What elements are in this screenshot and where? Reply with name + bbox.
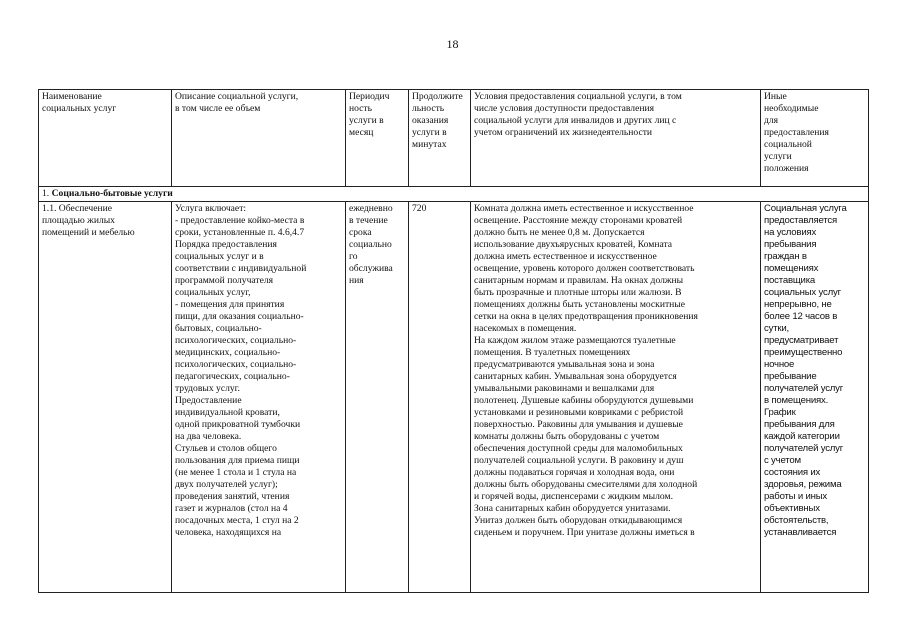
text-line: необходимые [764, 103, 819, 114]
text-line: социальной услуги для инвалидов и других лиц с [474, 115, 677, 126]
text-line: на два человека. [175, 431, 242, 442]
text-line: Периодич [349, 91, 390, 102]
section-row [39, 187, 869, 202]
text-line: помещений и мебелью [42, 227, 135, 238]
text-line: посадочных места, 1 стул на 2 [175, 515, 299, 526]
text-line: в течение [349, 215, 388, 226]
text-line: должны подаваться горячая и холодная вода, они [474, 467, 675, 478]
text-line: сутки, [764, 323, 790, 334]
text-line: в помещениях. [764, 395, 829, 406]
text-line: пользования для приема пищи [175, 455, 300, 466]
text-line: получателей социальной услуги. В раковину и душ [474, 455, 684, 466]
header-name [39, 90, 172, 187]
text-line: Унитаз должен быть оборудован откидывающимся [474, 515, 683, 526]
text-line: комнаты должны быть оборудованы с учетом [474, 431, 660, 442]
text-line: предусматривает [764, 335, 839, 346]
text-line: соответствии с индивидуальной [175, 263, 307, 274]
text-line: получателей услуг [764, 443, 844, 454]
text-line: сетки на окна в целях предотвращения проникновения [474, 311, 698, 322]
header-conditions [471, 90, 761, 187]
text-line: на условиях [764, 227, 817, 238]
text-line: санитарных кабин. Умывальная зона оборудуется [474, 371, 677, 382]
header-periodicity [346, 90, 409, 187]
text-line: социально [349, 239, 392, 250]
text-line: бытовых, социально- [175, 323, 262, 334]
text-line: ежедневно [349, 203, 393, 214]
text-line: Наименование [42, 91, 102, 102]
text-line: - помещения для принятия [175, 299, 285, 310]
text-line: программой получателя [175, 275, 274, 286]
text-line: и горячей воды, диспенсерами с жидким мылом. [474, 491, 674, 502]
text-line: сиденьем и поручнем. При унитазе должны иметься в [474, 527, 695, 538]
text-line: психологических, социально- [175, 359, 297, 370]
text-line: работы и иных [764, 491, 828, 502]
text-line: насекомых в помещения. [474, 323, 577, 334]
text-line: должны быть оборудованы смесителями для холодной [474, 479, 698, 490]
text-line: 1.1. Обеспечение [42, 203, 112, 214]
text-line: помещениях [764, 263, 819, 274]
text-line: Описание социальной услуги, [175, 91, 299, 102]
text-line: получателей услуг [764, 383, 844, 394]
text-line: двух получателей услуг); [175, 479, 278, 490]
service-description [172, 202, 346, 593]
text-line: непрерывно, не [764, 299, 832, 310]
text-line: проведения занятий, чтения [175, 491, 290, 502]
text-line: обслужива [349, 263, 393, 274]
text-line: в том числе ее объем [175, 103, 261, 114]
text-line: Условия предоставления социальной услуги, в том [474, 91, 682, 102]
text-line: индивидуальной кровати, [175, 407, 280, 418]
text-line: человека, находящихся на [175, 527, 282, 538]
text-line: социальной [764, 139, 812, 150]
text-line: пребывания для [764, 419, 835, 430]
section-name: Социально-бытовые услуги [51, 188, 173, 199]
text-line: услуги в [349, 115, 384, 126]
text-line: умывальными раковинами и вешалками для [474, 383, 655, 394]
text-line: состояния их [764, 467, 821, 478]
text-line: положения [764, 163, 809, 174]
text-line: каждой категории [764, 431, 840, 442]
service-conditions [471, 202, 761, 593]
text-line: более 12 часов в [764, 311, 838, 322]
text-line: Услуга включает: [175, 203, 247, 214]
text-line: числе условия доступности предоставления [474, 103, 655, 114]
header-description [172, 90, 346, 187]
text-line: Иные [764, 91, 787, 102]
text-line: минутах [412, 139, 447, 150]
text-line: предоставления [764, 127, 829, 138]
text-line: устанавливается [764, 527, 837, 538]
text-line: здоровья, режима [764, 479, 842, 490]
text-line: Порядка предоставления [175, 239, 277, 250]
text-line: социальных услуг [764, 287, 841, 298]
service-other-provisions [761, 202, 869, 593]
text-line: оказания [412, 115, 449, 126]
text-line: одной прикроватной тумбочки [175, 419, 301, 430]
text-line: График [764, 407, 796, 418]
service-duration: 720 [409, 202, 471, 593]
header-duration [409, 90, 471, 187]
text-line: социальных услуг и в [175, 251, 264, 262]
text-line: освещение. Расстояние между сторонами кроватей [474, 215, 683, 226]
table-row [39, 202, 869, 593]
text-line: Комната должна иметь естественное и искусственное [474, 203, 694, 214]
text-line: пищи, для оказания социально- [175, 311, 304, 322]
text-line: преимущественно [764, 347, 843, 358]
text-line: должна иметь естественное и искусственное [474, 251, 657, 262]
service-name [39, 202, 172, 593]
text-line: обстоятельств, [764, 515, 829, 526]
text-line: сроки, установленные п. 4.6,4.7 [175, 227, 305, 238]
text-line: пребывания [764, 239, 817, 250]
text-line: (не менее 1 стола и 1 стула на [175, 467, 297, 478]
text-line: полотенец. Душевые кабины оборудуются душевыми [474, 395, 694, 406]
text-line: объективных [764, 503, 820, 514]
section-number: 1. [42, 188, 50, 199]
page-number: 18 [446, 37, 459, 51]
text-line: социальных услуг [42, 103, 117, 114]
text-line: социальных услуг, [175, 287, 251, 298]
text-line: ность [349, 103, 372, 114]
text-line: для [764, 115, 779, 126]
header-other [761, 90, 869, 187]
text-line: месяц [349, 127, 374, 138]
text-line: педагогических, социально- [175, 371, 290, 382]
text-line: установками и резиновыми ковриками с ребристой [474, 407, 684, 418]
text-line: поверхностью. Раковины для умывания и душевые [474, 419, 683, 430]
text-line: ночное [764, 359, 795, 370]
text-line: помещениях должны быть установлены москитные [474, 299, 686, 310]
text-line: быть прозрачные и плотные шторы или жалюзи. В [474, 287, 682, 298]
text-line: Продолжите [412, 91, 463, 102]
text-line: - предоставление койко-места в [175, 215, 305, 226]
text-line: психологических, социально- [175, 335, 297, 346]
text-line: ния [349, 275, 364, 286]
text-line: го [349, 251, 358, 262]
text-line: предоставляется [764, 215, 837, 226]
text-line: Зона санитарных кабин оборудуется унитазами. [474, 503, 671, 514]
text-line: граждан в [764, 251, 807, 262]
text-line: учетом ограничений их жизнедеятельности [474, 127, 653, 138]
text-line: льность [412, 103, 445, 114]
text-line: пребывание [764, 371, 817, 382]
service-periodicity [346, 202, 409, 593]
text-line: с учетом [764, 455, 801, 466]
services-table [38, 89, 869, 593]
text-line: площадью жилых [42, 215, 115, 226]
section-title [39, 187, 869, 202]
text-line: трудовых услуг. [175, 383, 240, 394]
text-line: Социальная услуга [764, 203, 847, 214]
header-row [39, 90, 869, 187]
text-line: услуги [764, 151, 792, 162]
text-line: газет и журналов (стол на 4 [175, 503, 288, 514]
text-line: освещение, уровень которого должен соответствовать [474, 263, 695, 274]
text-line: поставщика [764, 275, 816, 286]
text-line: Предоставление [175, 395, 242, 406]
text-line: обеспечения доступной среды для маломобильных [474, 443, 683, 454]
text-line: использование двухъярусных кроватей, Комната [474, 239, 673, 250]
text-line: На каждом жилом этаже размещаются туалетные [474, 335, 676, 346]
text-line: санитарным нормам и правилам. На окнах должны [474, 275, 684, 286]
text-line: Стульев и столов общего [175, 443, 277, 454]
text-line: должно быть не менее 0,8 м. Допускается [474, 227, 645, 238]
text-line: услуги в [412, 127, 447, 138]
text-line: медицинских, социально- [175, 347, 281, 358]
text-line: срока [349, 227, 372, 238]
text-line: помещения. В туалетных помещениях [474, 347, 631, 358]
text-line: предусматриваются умывальная зона и зона [474, 359, 655, 370]
